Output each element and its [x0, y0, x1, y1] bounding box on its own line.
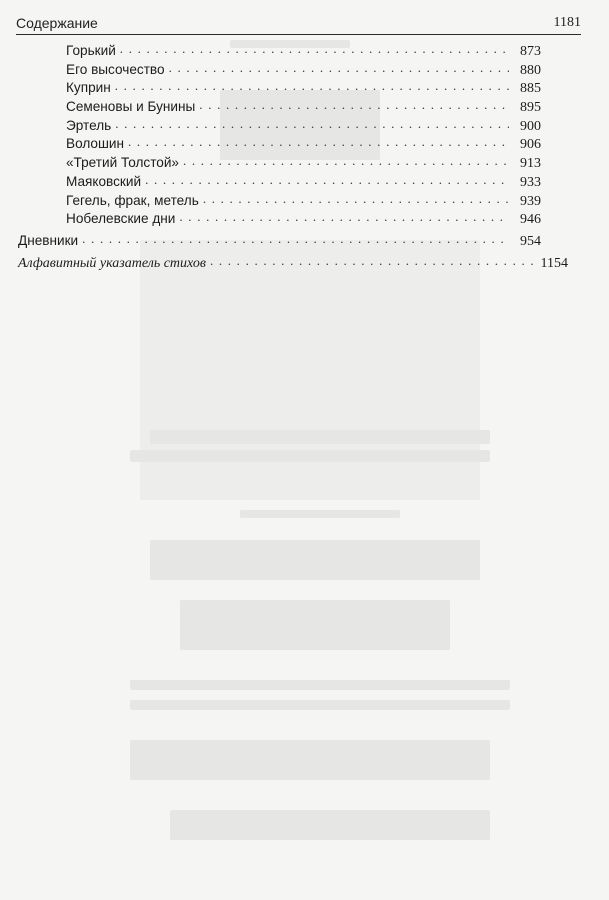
dot-leader: [115, 117, 509, 131]
toc-entry-page: 900: [520, 118, 541, 134]
toc-entry-label: Волошин: [66, 136, 124, 152]
dot-leader: [199, 98, 509, 112]
dot-leader: [145, 173, 509, 187]
dot-leader: [169, 61, 509, 75]
dot-leader: [128, 135, 509, 149]
toc-entry-label: Семеновы и Бунины: [66, 99, 196, 115]
dot-leader: [210, 254, 536, 268]
toc-entry-semenovs-bunins: [42, 97, 541, 116]
dot-leader: [120, 42, 509, 56]
table-of-contents: [18, 41, 568, 271]
toc-entry-alphabetical-index: [18, 253, 568, 272]
toc-entry-label: Эртель: [66, 117, 112, 133]
toc-entry-page: 873: [520, 44, 541, 59]
toc-entry-label: Горький: [66, 43, 116, 58]
dot-leader: [115, 79, 509, 93]
toc-entry-label: Дневники: [18, 232, 79, 248]
toc-entry-kuprin: [42, 78, 541, 97]
dot-leader: [82, 232, 509, 246]
toc-entry-page: 933: [520, 174, 541, 190]
toc-entry-page: 946: [520, 212, 541, 228]
toc-entry-page: 885: [520, 81, 541, 97]
toc-entry-ertel: [42, 116, 541, 135]
running-header-title: Содержание: [16, 15, 98, 31]
toc-entry-label: Его высочество: [66, 61, 165, 77]
toc-entry-page: 906: [520, 137, 541, 153]
toc-entry-gorky: [42, 41, 541, 60]
toc-entry-nobel-days: [42, 209, 541, 228]
toc-entry-label: Нобелевские дни: [66, 211, 176, 227]
dot-leader: [183, 154, 509, 168]
toc-entry-mayakovsky: [42, 172, 541, 191]
toc-entry-label: Маяковский: [66, 173, 142, 189]
toc-entry-page: 1154: [540, 255, 568, 271]
toc-entry-page: 954: [520, 233, 541, 249]
toc-entry-page: 895: [520, 100, 541, 116]
dot-leader: [203, 192, 509, 206]
toc-entry-label: Куприн: [66, 80, 111, 96]
toc-entry-hegel-tailcoat-blizzard: [42, 191, 541, 210]
toc-entry-page: 880: [520, 62, 541, 78]
toc-entry-voloshin: [42, 134, 541, 153]
toc-entry-diaries: [18, 231, 541, 250]
running-header: [16, 14, 581, 35]
toc-entry-label: «Третий Толстой»: [66, 155, 179, 171]
toc-entry-label: Гегель, фрак, метель: [66, 192, 199, 208]
toc-entry-third-tolstoy: [42, 153, 541, 172]
toc-entry-page: 939: [520, 193, 541, 209]
toc-entry-page: 913: [520, 156, 541, 172]
page-number: 1181: [553, 15, 581, 30]
toc-entry-label: Алфавитный указатель стихов: [18, 255, 206, 271]
toc-entry-his-highness: [42, 60, 541, 79]
dot-leader: [179, 210, 509, 224]
